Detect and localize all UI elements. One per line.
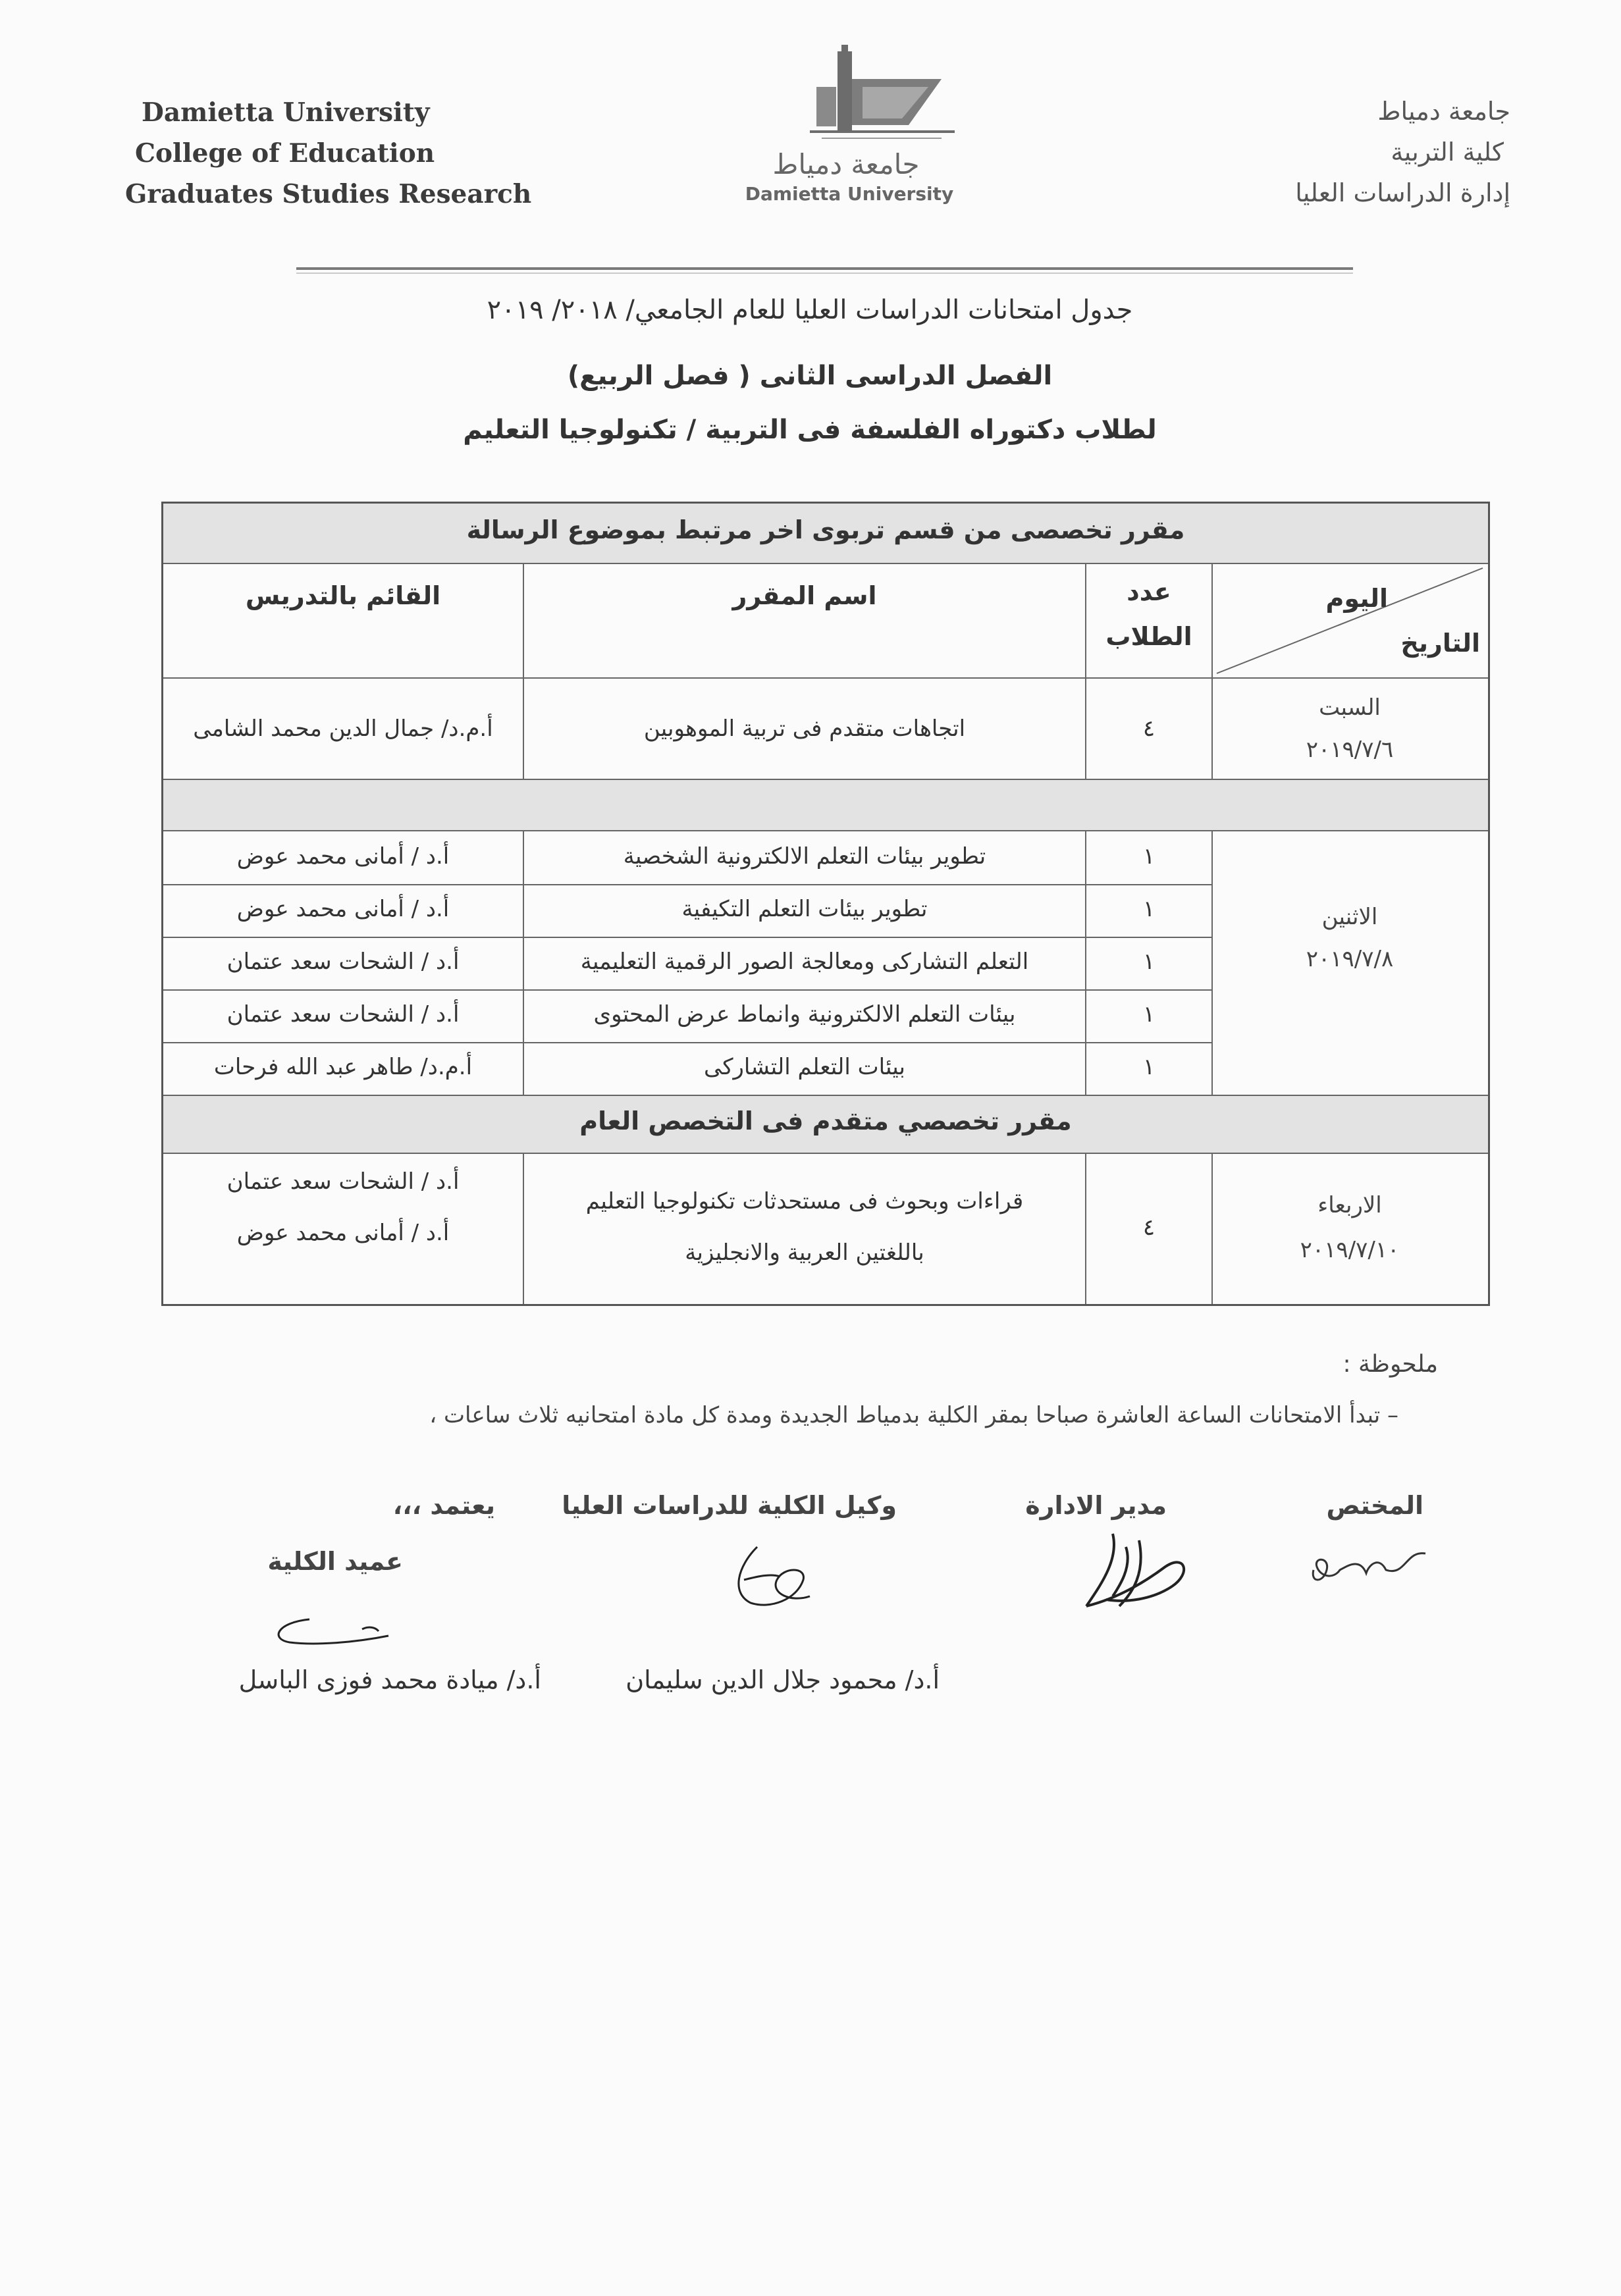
- arabic-header: [1168, 91, 1510, 213]
- note-label: ملحوظة :: [1342, 1351, 1438, 1378]
- admin-manager-label: مدير الادارة: [1025, 1491, 1167, 1520]
- english-header: [125, 92, 599, 215]
- block2-row4-teacher: أ.د / الشحات سعد عتمان: [226, 1001, 460, 1028]
- block2-row5-teacher: أ.م.د/ طاهر عبد الله فرحات: [213, 1054, 473, 1080]
- semester-title: الفصل الدراسى الثانى ( فصل الربيع): [567, 361, 1053, 391]
- block2-row2-teacher: أ.د / أمانى محمد عوض: [236, 896, 450, 922]
- col-line: [523, 830, 524, 1096]
- block2-row3-teacher: أ.د / الشحات سعد عتمان: [226, 949, 460, 975]
- block2-row3-course: التعلم التشاركى ومعالجة الصور الرقمية التعليمية: [580, 949, 1029, 975]
- dean-signature: [263, 1606, 395, 1659]
- block3-teacher-1: أ.د / الشحات سعد عتمان: [226, 1168, 460, 1195]
- col-line: [523, 563, 524, 780]
- block2-row4-count: ١: [1142, 1001, 1156, 1028]
- block2-row4-course: بيئات التعلم الالكترونية وانماط عرض المحتوى: [593, 1001, 1016, 1028]
- block1-teacher: أ.م.د/ جمال الدين محمد الشامى: [193, 716, 493, 742]
- vice-dean-signature: [718, 1540, 823, 1613]
- row-line: [163, 830, 1488, 831]
- block3-course-1: قراءات وبحوث فى مستحدثات تكنولوجيا التعليم: [585, 1188, 1024, 1214]
- row-line: [163, 1042, 1211, 1043]
- row-line: [163, 1153, 1488, 1154]
- block2-row1-teacher: أ.د / أمانى محمد عوض: [236, 843, 450, 870]
- col-line: [1211, 563, 1213, 780]
- block2-row1-count: ١: [1142, 843, 1156, 870]
- approve-label: يعتمد ،،،: [392, 1491, 495, 1520]
- row-line: [163, 884, 1211, 885]
- col-line: [1085, 563, 1086, 780]
- header-count-2: الطلاب: [1105, 622, 1192, 651]
- department-name-en: Graduates Studies Research: [125, 179, 532, 209]
- logo-text-en: Damietta University: [745, 183, 954, 205]
- exam-schedule-table: [161, 502, 1490, 1306]
- admin-manager-signature: [1073, 1521, 1205, 1619]
- section2-title: مقرر تخصصي متقدم فى التخصص العام: [579, 1107, 1072, 1135]
- header-teacher: القائم بالتدريس: [245, 581, 441, 610]
- header-divider-thin: [296, 273, 1353, 274]
- specialist-signature: [1307, 1530, 1439, 1596]
- college-name-en: College of Education: [135, 138, 435, 169]
- col-line: [1085, 1153, 1086, 1304]
- block2-row5-course: بيئات التعلم التشاركى: [703, 1054, 906, 1080]
- block3-course-2: باللغتين العربية والانجليزية: [685, 1239, 924, 1266]
- block3-count: ٤: [1142, 1214, 1156, 1241]
- block2-row3-count: ١: [1142, 949, 1156, 975]
- col-line: [523, 1153, 524, 1304]
- specialist-label: المختص: [1326, 1491, 1423, 1520]
- dean-name: أ.د/ ميادة محمد فوزى الباسل: [238, 1665, 541, 1694]
- schedule-title: جدول امتحانات الدراسات العليا للعام الجامعي/ ٢٠١٨/ ٢٠١٩: [487, 295, 1133, 325]
- header-count-1: عدد: [1127, 577, 1171, 606]
- logo-text-ar: جامعة دمياط: [772, 148, 920, 180]
- block2-row5-count: ١: [1142, 1054, 1156, 1080]
- department-name-ar: إدارة الدراسات العليا: [1295, 178, 1510, 207]
- note-text: [429, 1402, 1398, 1428]
- block2-row2-course: تطوير بيئات التعلم التكيفية: [681, 896, 928, 922]
- block2-row2-count: ١: [1142, 896, 1156, 922]
- block3-date: ٢٠١٩/٧/١٠: [1300, 1237, 1400, 1263]
- block2-row1-course: تطوير بيئات التعلم الالكترونية الشخصية: [623, 843, 986, 870]
- note-dash: –: [1387, 1402, 1398, 1428]
- header-divider: [296, 267, 1353, 270]
- col-line: [1211, 1153, 1213, 1304]
- program-title: لطلاب دكتوراه الفلسفة فى التربية / تكنولوجيا التعليم: [463, 415, 1157, 445]
- row-line: [163, 937, 1211, 938]
- col-line: [1211, 830, 1213, 1096]
- vice-dean-label: وكيل الكلية للدراسات العليا: [562, 1491, 897, 1520]
- col-line: [1085, 830, 1086, 1096]
- block1-day: السبت: [1319, 694, 1381, 721]
- header-day: اليوم: [1325, 584, 1388, 613]
- spacer-shade: [163, 780, 1488, 830]
- block3-teacher-2: أ.د / أمانى محمد عوض: [236, 1220, 450, 1246]
- note-body: تبدأ الامتحانات الساعة العاشرة صباحا بمقر الكلية بدمياط الجديدة ومدة كل مادة امتحانيه ثلاث ساعات ،: [429, 1402, 1381, 1428]
- vice-dean-name: أ.د/ محمود جلال الدين سليمان: [625, 1665, 940, 1694]
- row-line: [163, 989, 1211, 991]
- header-date: التاريخ: [1400, 629, 1480, 658]
- block2-day: الاثنين: [1321, 904, 1378, 930]
- block3-day: الاربعاء: [1317, 1192, 1382, 1218]
- block1-course: اتجاهات متقدم فى تربية الموهوبين: [643, 716, 966, 742]
- university-name-ar: جامعة دمياط: [1377, 97, 1510, 126]
- block2-date: ٢٠١٩/٧/٨: [1306, 946, 1394, 972]
- university-name-en: Damietta University: [142, 97, 430, 128]
- block1-count: ٤: [1142, 716, 1156, 742]
- college-name-ar: كلية التربية: [1391, 138, 1504, 167]
- section1-title: مقرر تخصصى من قسم تربوى اخر مرتبط بموضوع الرسالة: [466, 515, 1185, 544]
- block1-date: ٢٠١٩/٧/٦: [1306, 737, 1394, 763]
- row-line: [163, 677, 1488, 679]
- header-course: اسم المقرر: [732, 581, 877, 610]
- header-diagonal: [1211, 564, 1488, 677]
- dean-label: عميد الكلية: [267, 1547, 403, 1576]
